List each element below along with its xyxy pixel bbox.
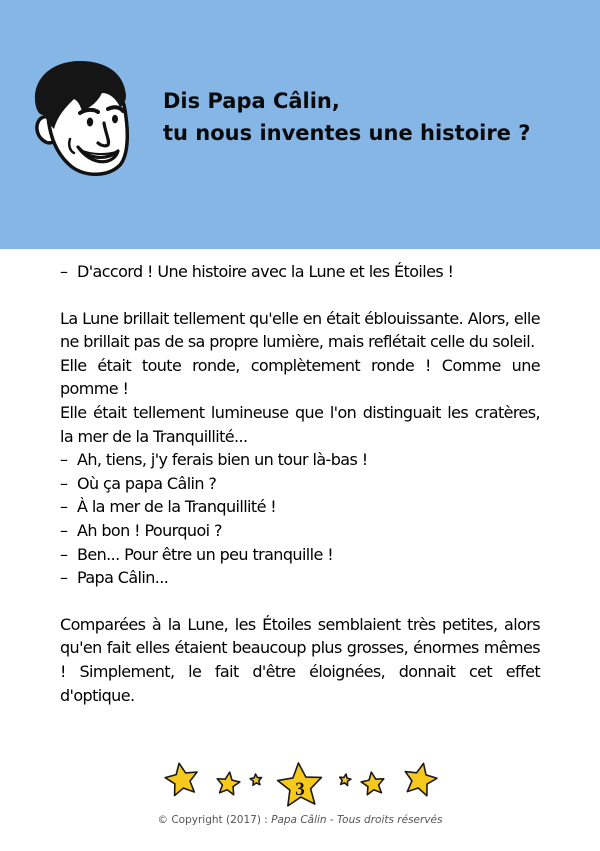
dialogue-text: Où ça papa Câlin ? <box>77 473 217 493</box>
dialogue-text: Ah, tiens, j'y ferais bien un tour là-bas ! <box>77 450 368 470</box>
papa-calin-face-illustration <box>22 55 134 183</box>
dialogue-dash: – <box>60 544 68 564</box>
page-number-stars <box>150 762 450 816</box>
dialogue-line <box>60 472 540 496</box>
copyright-notice <box>0 814 600 826</box>
dialogue-dash: – <box>60 450 68 470</box>
dialogue-line <box>60 448 540 472</box>
star-icon <box>360 771 386 796</box>
copyright-owner: Papa Câlin - Tous droits réservés <box>271 814 443 826</box>
dialogue-text: Papa Câlin... <box>77 568 169 588</box>
paragraph-gap <box>60 284 540 307</box>
dialogue-line <box>60 495 540 519</box>
dialogue-line <box>60 519 540 543</box>
page-title <box>163 85 530 149</box>
dialogue-text: À la mer de la Tranquillité ! <box>77 497 277 517</box>
dialogue-dash: – <box>60 262 68 281</box>
page-number: 3 <box>295 779 305 800</box>
story-paragraph: La Lune brillait tellement qu'elle en était éblouissante. Alors, elle ne brillait pas de sa propre lumière, mais reflétait celle du soleil. <box>60 308 540 352</box>
star-icon <box>339 773 352 786</box>
story-paragraph: Elle était toute ronde, complètement ronde ! Comme une pomme ! <box>60 355 540 399</box>
story-text <box>60 260 540 707</box>
dialogue-text: Ben... Pour être un peu tranquille ! <box>77 544 334 564</box>
dialogue-text: Ah bon ! Pourquoi ? <box>77 520 222 540</box>
copyright-prefix: © Copyright (2017) : <box>157 814 272 826</box>
dialogue-dash: – <box>60 520 68 540</box>
title-line-2: tu nous inventes une histoire ? <box>163 121 531 145</box>
dialogue-line-intro <box>60 260 540 284</box>
star-icon <box>250 774 262 786</box>
dialogue-text: D'accord ! Une histoire avec la Lune et les Étoiles ! <box>77 262 454 281</box>
dialogue-dash: – <box>60 568 68 588</box>
title-line-1: Dis Papa Câlin, <box>163 89 340 113</box>
paragraph-gap <box>60 590 540 613</box>
star-icon <box>401 762 439 797</box>
star-icon <box>163 762 200 797</box>
star-icon <box>215 771 241 796</box>
dialogue-dash: – <box>60 473 68 493</box>
story-paragraph: Comparées à la Lune, les Étoiles semblaient très petites, alors qu'en fait elles étaient beaucoup plus grosses, énormes mêmes ! Simplement, le fait d'être éloignées, donnait cet effet d'optique. <box>60 614 540 705</box>
dialogue-line <box>60 566 540 590</box>
dialogue-dash: – <box>60 497 68 517</box>
story-paragraph: Elle était tellement lumineuse que l'on distinguait les cratères, la mer de la Tranquillité... <box>60 402 540 446</box>
header-banner <box>0 0 600 249</box>
dialogue-line <box>60 543 540 567</box>
